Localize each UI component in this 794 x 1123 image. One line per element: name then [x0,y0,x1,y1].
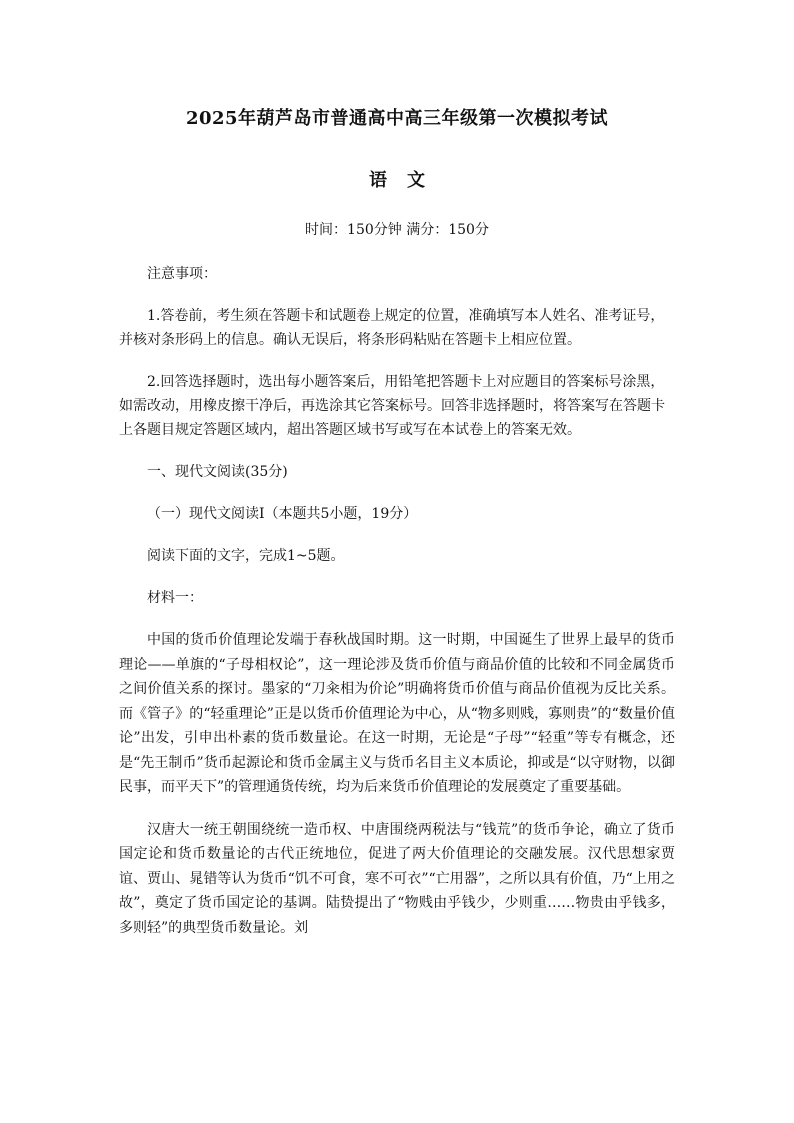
section-subheading: （一）现代文阅读Ⅰ（本题共5小题，19分） [147,506,418,522]
subject-title: 语文 [369,170,445,191]
note-item-1: 1.答卷前，考生须在答题卡和试题卷上规定的位置，准确填写本人姓名、准考证号，并核对条形码上的信息。确认无误后，将条形码粘贴在答题卡上相应位置。 [119,308,665,348]
time-info: 时间：150分钟 满分：150分 [305,222,489,238]
exam-title: 2025年葫芦岛市普通高中高三年级第一次模拟考试 [185,108,609,129]
section-heading: 一、现代文阅读(35分) [147,464,288,480]
exam-body [119,262,675,958]
article-paragraph-1: 中国的货币价值理论发端于春秋战国时期。这一时期，中国诞生了世界上最早的货币理论——单旗的“子母相权论”，这一理论涉及货币价值与商品价值的比较和不同金属货币之间价值关系的探讨。墨家的“刀籴相为价论”明确将货币价值与商品价值视为反比关系。而《管子》的“轻重理论”正是以货币价值理论为中心，从“物多则贱，寡则贵”的“数量价值论”出发，引申出朴素的货币数量论。在这一时期，无论是“子母”“轻重”等专有概念，还是“先王制币”货币起源论和货币金属主义与货币名目主义本质论，抑或是“以守财物，以御民事，而平天下”的管理通货传统，均为后来货币价值理论的发展奠定了重要基础。 [119,632,675,795]
section-instruction: 阅读下面的文字，完成1~5题。 [147,548,345,564]
article-paragraph-2: 汉唐大一统王朝围绕统一造币权、中唐围绕两税法与“钱荒”的货币争论，确立了货币国定论和货币数量论的古代正统地位，促进了两大价值理论的交融发展。汉代思想家贾谊、贾山、晁错等认为货币“饥不可食，寒不可衣”“亡用器”，之所以具有价值，乃“上用之故”，奠定了货币国定论的基调。陆贽提出了“物贱由乎钱少，少则重……物贵由乎钱多，多则轻”的典型货币数量论。刘 [119,821,675,936]
note-item-2: 2.回答选择题时，选出每小题答案后，用铅笔把答题卡上对应题目的答案标号涂黑，如需改动，用橡皮擦干净后，再选涂其它答案标号。回答非选择题时，将答案写在答题卡上各题目规定答题区域内，超出答题区域书写或写在本试卷上的答案无效。 [119,374,665,438]
material-label: 材料一： [147,590,203,606]
notes-heading: 注意事项： [147,266,217,282]
